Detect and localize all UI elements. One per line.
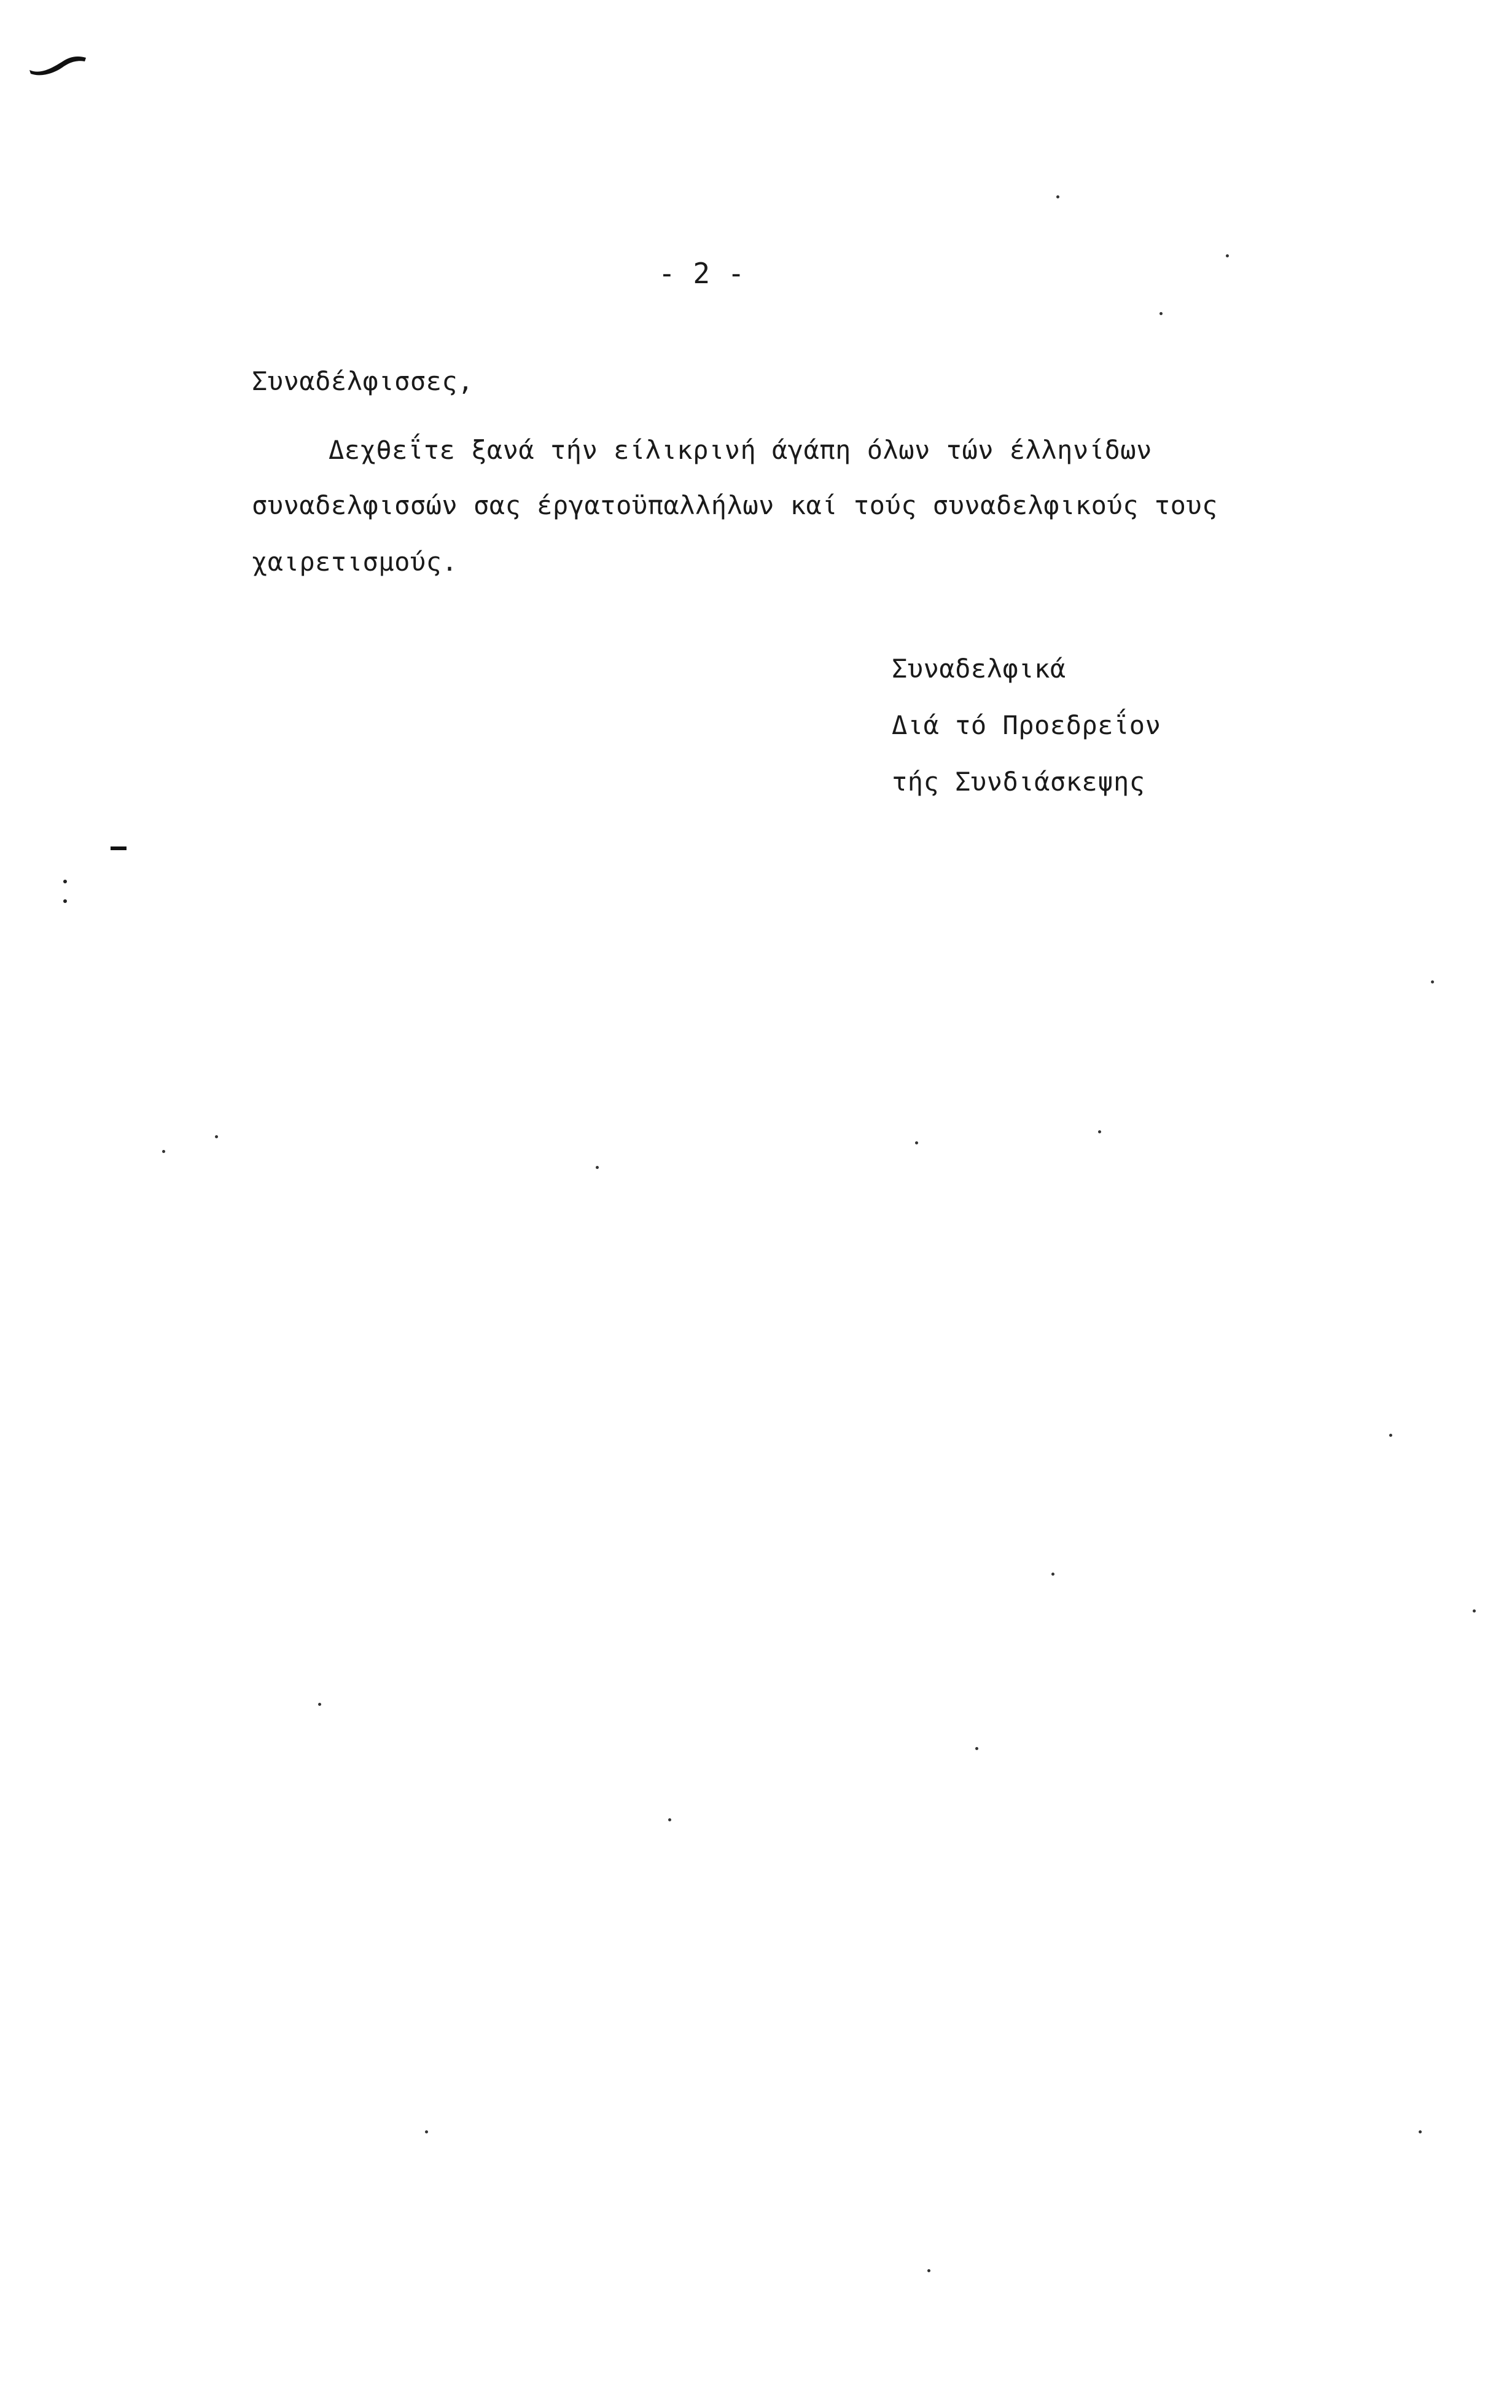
body-line: χαιρετισμούς. <box>252 547 458 577</box>
closing-line: τής Συνδιάσκεψης <box>892 767 1145 797</box>
page-number: - 2 - <box>658 257 745 290</box>
scan-speck <box>915 1141 918 1144</box>
scan-speck <box>1419 2130 1422 2133</box>
body-line: συναδελφισσών σας έργατοϋπαλλήλων καί τούς συναδελφικούς τους <box>252 490 1218 520</box>
closing-line: Συναδελφικά <box>892 654 1066 684</box>
scan-speck <box>1226 254 1229 257</box>
scan-speck <box>318 1703 321 1706</box>
colon-mark-left-margin <box>63 880 67 903</box>
scan-speck <box>1431 980 1434 983</box>
scan-speck <box>1473 1609 1476 1612</box>
scan-speck <box>1389 1434 1392 1437</box>
scan-speck <box>215 1135 218 1138</box>
closing-line: Διά τό Προεδρεΐον <box>892 710 1161 740</box>
scan-speck <box>1051 1573 1054 1576</box>
body-line: Δεχθεΐτε ξανά τήν είλικρινή άγάπη όλων τών έλληνίδων <box>329 435 1152 465</box>
scan-speck <box>1159 312 1163 315</box>
scan-speck <box>927 2269 930 2272</box>
scan-speck <box>425 2130 428 2133</box>
scan-speck <box>1056 195 1059 198</box>
salutation: Συναδέλφισσες, <box>252 366 474 396</box>
scan-speck <box>975 1747 978 1750</box>
ink-mark-top-left <box>25 43 92 80</box>
scan-speck <box>668 1818 671 1821</box>
scan-speck <box>162 1150 165 1153</box>
scan-speck <box>1098 1130 1101 1133</box>
scan-speck <box>596 1166 599 1169</box>
dash-mark-left-margin <box>111 846 127 850</box>
